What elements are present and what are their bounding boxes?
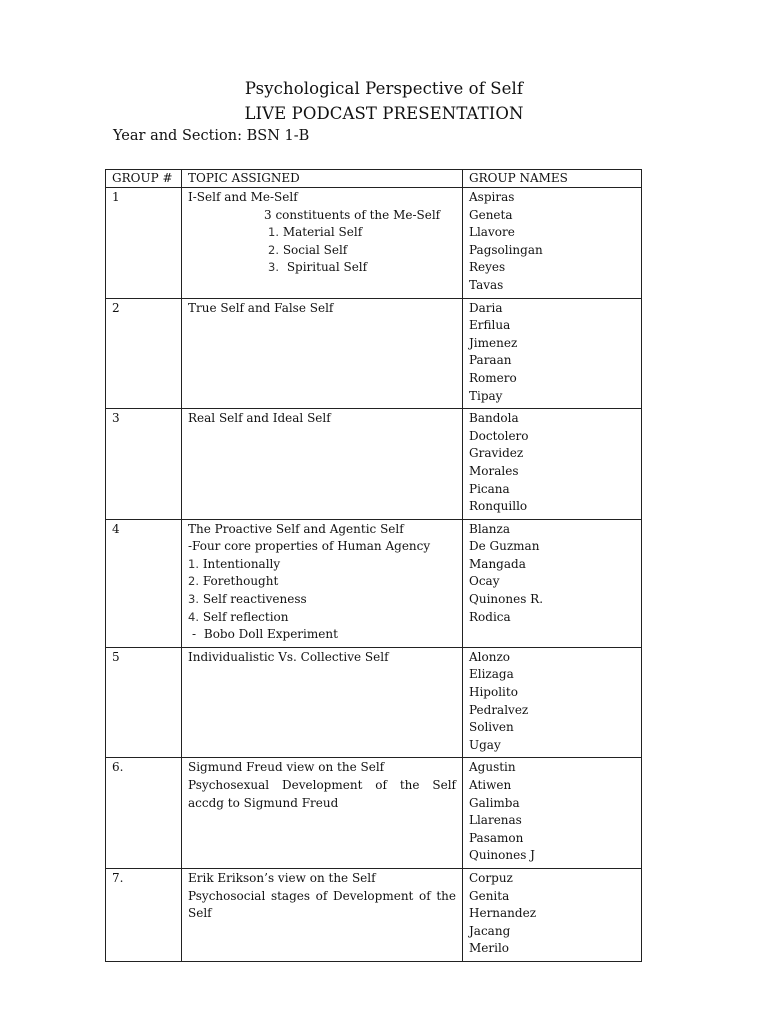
member-name: Corpuz [469,870,513,885]
member-name: Quinones J [469,848,535,863]
topic-title: Erik Erikson’s view on the Self [188,870,376,885]
member-name: Pasamon [469,830,524,845]
topic-title: I-Self and Me-Self [188,190,298,204]
names-cell [463,188,642,299]
topic-title: Sigmund Freud view on the Self [188,760,385,775]
topic-list-item: 1. Material Self [268,225,363,240]
group-number: 3 [106,409,182,520]
topic-list-item: 2. Forethought [188,574,279,589]
member-name: Tipay [469,388,503,403]
member-name: Genita [469,888,510,903]
member-name: Paraan [469,353,512,368]
topic-cell [182,647,463,758]
member-name: Doctolero [469,428,529,443]
document-title: Psychological Perspective of Self [244,79,524,98]
table-header-row [106,170,642,188]
member-name: Reyes [469,260,506,275]
member-name: Jacang [469,923,511,938]
member-name: Daria [469,300,503,315]
topic-body: Psychosocial stages of Development of the Self [188,888,456,921]
topic-cell [182,409,463,520]
group-assignment-table [105,169,642,962]
member-name: Quinones R. [469,592,544,607]
names-cell [463,868,642,961]
member-name: Bandola [469,411,519,426]
member-name: Galimba [469,795,520,810]
names-cell [463,519,642,647]
names-cell [463,758,642,869]
member-name: Tavas [469,277,504,292]
group-number: 2 [106,298,182,409]
member-name: Erfilua [469,318,511,333]
topic-cell [182,188,463,299]
table-row [106,647,642,758]
member-name: De Guzman [469,539,540,554]
member-name: Rodica [469,609,511,624]
member-name: Jimenez [469,335,518,350]
names-cell [463,298,642,409]
topic-list-item: 3. Spiritual Self [268,260,368,275]
member-name: Hernandez [469,906,537,921]
year-section-label: Year and Section: BSN 1-B [113,128,310,144]
topic-cell [182,758,463,869]
topic-list-item: 4. Self reflection [188,609,289,624]
header-group-names: GROUP NAMES [463,170,642,188]
topic-list-item: 3. Self reactiveness [188,592,307,607]
topic-cell [182,868,463,961]
member-name: Romero [469,370,517,385]
topic-list-item: 2. Social Self [268,242,348,257]
member-name: Geneta [469,207,513,222]
member-name: Mangada [469,556,526,571]
member-name: Agustin [469,760,516,775]
table-row [106,519,642,647]
names-cell [463,409,642,520]
document-subtitle: LIVE PODCAST PRESENTATION [244,104,524,123]
member-name: Picana [469,481,510,496]
member-name: Ronquillo [469,499,528,514]
member-name: Hipolito [469,685,518,700]
topic-subtitle: 3 constituents of the Me-Self [264,207,441,222]
group-number: 7. [106,868,182,961]
header-group-number: GROUP # [106,170,182,188]
topic-body: Psychosexual Development of the Self accdg to Sigmund Freud [188,778,456,810]
topic-title: Real Self and Ideal Self [188,411,331,426]
table-row [106,188,642,299]
member-name: Ocay [469,574,500,589]
topic-cell [182,519,463,647]
topic-cell [182,298,463,409]
member-name: Alonzo [469,649,511,664]
member-name: Elizaga [469,667,514,682]
topic-title: Individualistic Vs. Collective Self [188,649,389,664]
member-name: Atiwen [469,778,512,792]
table-row [106,409,642,520]
member-name: Llavore [469,225,515,240]
member-name: Soliven [469,720,514,735]
table-row [106,298,642,409]
topic-list-item: 1. Intentionally [188,556,281,571]
member-name: Aspiras [469,190,515,204]
topic-title: The Proactive Self and Agentic Self [188,521,404,536]
member-name: Blanza [469,521,511,536]
table-row [106,868,642,961]
group-number: 1 [106,188,182,299]
header-topic-assigned: TOPIC ASSIGNED [182,170,463,188]
topic-extra-item: - Bobo Doll Experiment [192,627,338,642]
member-name: Gravidez [469,446,524,461]
member-name: Merilo [469,941,510,956]
member-name: Pedralvez [469,702,529,717]
group-number: 5 [106,647,182,758]
topic-title: True Self and False Self [188,300,334,315]
member-name: Morales [469,463,519,478]
group-number: 6. [106,758,182,869]
group-number: 4 [106,519,182,647]
member-name: Llarenas [469,813,522,828]
names-cell [463,647,642,758]
table-row [106,758,642,869]
member-name: Ugay [469,737,501,752]
topic-subtitle: -Four core properties of Human Agency [188,539,431,554]
member-name: Pagsolingan [469,242,543,257]
